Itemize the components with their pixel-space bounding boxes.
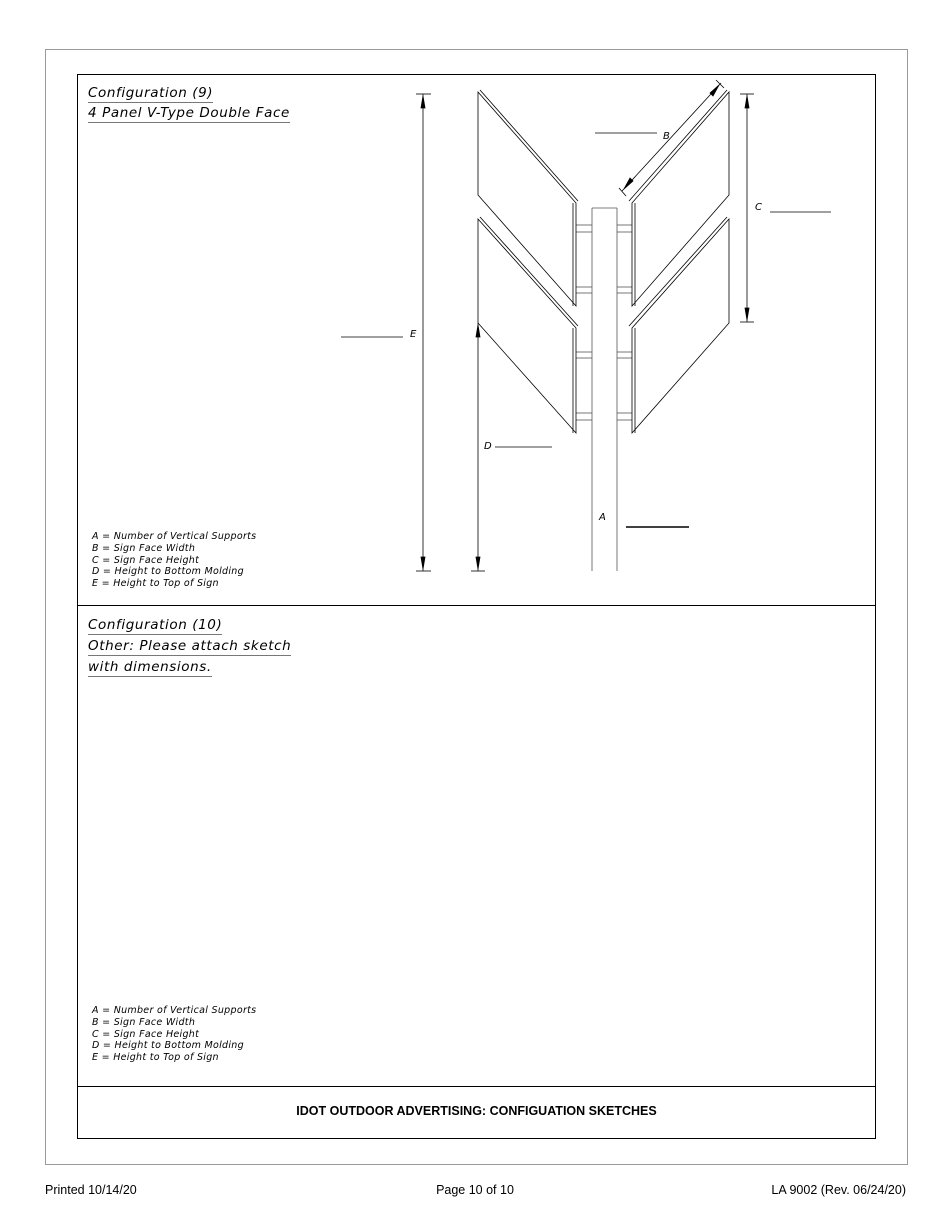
legend-item: C = Sign Face Height [92,554,200,566]
config10-line3: with dimensions. [88,659,212,675]
sign-panel-left-bottom [478,217,578,433]
legend-item: E = Height to Top of Sign [92,1052,219,1064]
dimension-b [595,80,724,196]
dimension-c [740,94,831,322]
config10-line2: Other: Please attach sketch [88,638,292,654]
config9-title: Configuration (9) [88,85,214,101]
sign-panel-right-bottom [629,217,729,433]
brackets [576,225,632,420]
config10-title: Configuration (10) [88,617,223,633]
legend-item: A = Number of Vertical Supports [92,531,257,542]
legend-item: C = Sign Face Height [92,1028,200,1040]
label-a: A [599,512,606,523]
legend-item: D = Height to Bottom Molding [92,566,244,578]
label-d: D [484,441,492,452]
sign-panel-right-top [629,90,729,306]
legend-item: E = Height to Top of Sign [92,578,219,590]
page-number: Page 10 of 10 [436,1183,514,1197]
form-footer-title: IDOT OUTDOOR ADVERTISING: CONFIGUATION SKETCHES [296,1104,657,1118]
sign-panel-left-top [478,90,578,306]
printed-date: Printed 10/14/20 [45,1183,137,1197]
dimension-a [598,512,689,527]
label-c: C [755,202,762,213]
config9-subtitle: 4 Panel V-Type Double Face [88,105,290,121]
label-b: B [663,131,670,142]
legend-item: D = Height to Bottom Molding [92,1040,244,1052]
legend-item: B = Sign Face Width [92,1016,196,1028]
legend-item: A = Number of Vertical Supports [92,1005,257,1016]
label-e: E [410,329,417,340]
legend-item: B = Sign Face Width [92,542,196,554]
form-id: LA 9002 (Rev. 06/24/20) [771,1183,906,1197]
dimension-e [341,94,431,571]
